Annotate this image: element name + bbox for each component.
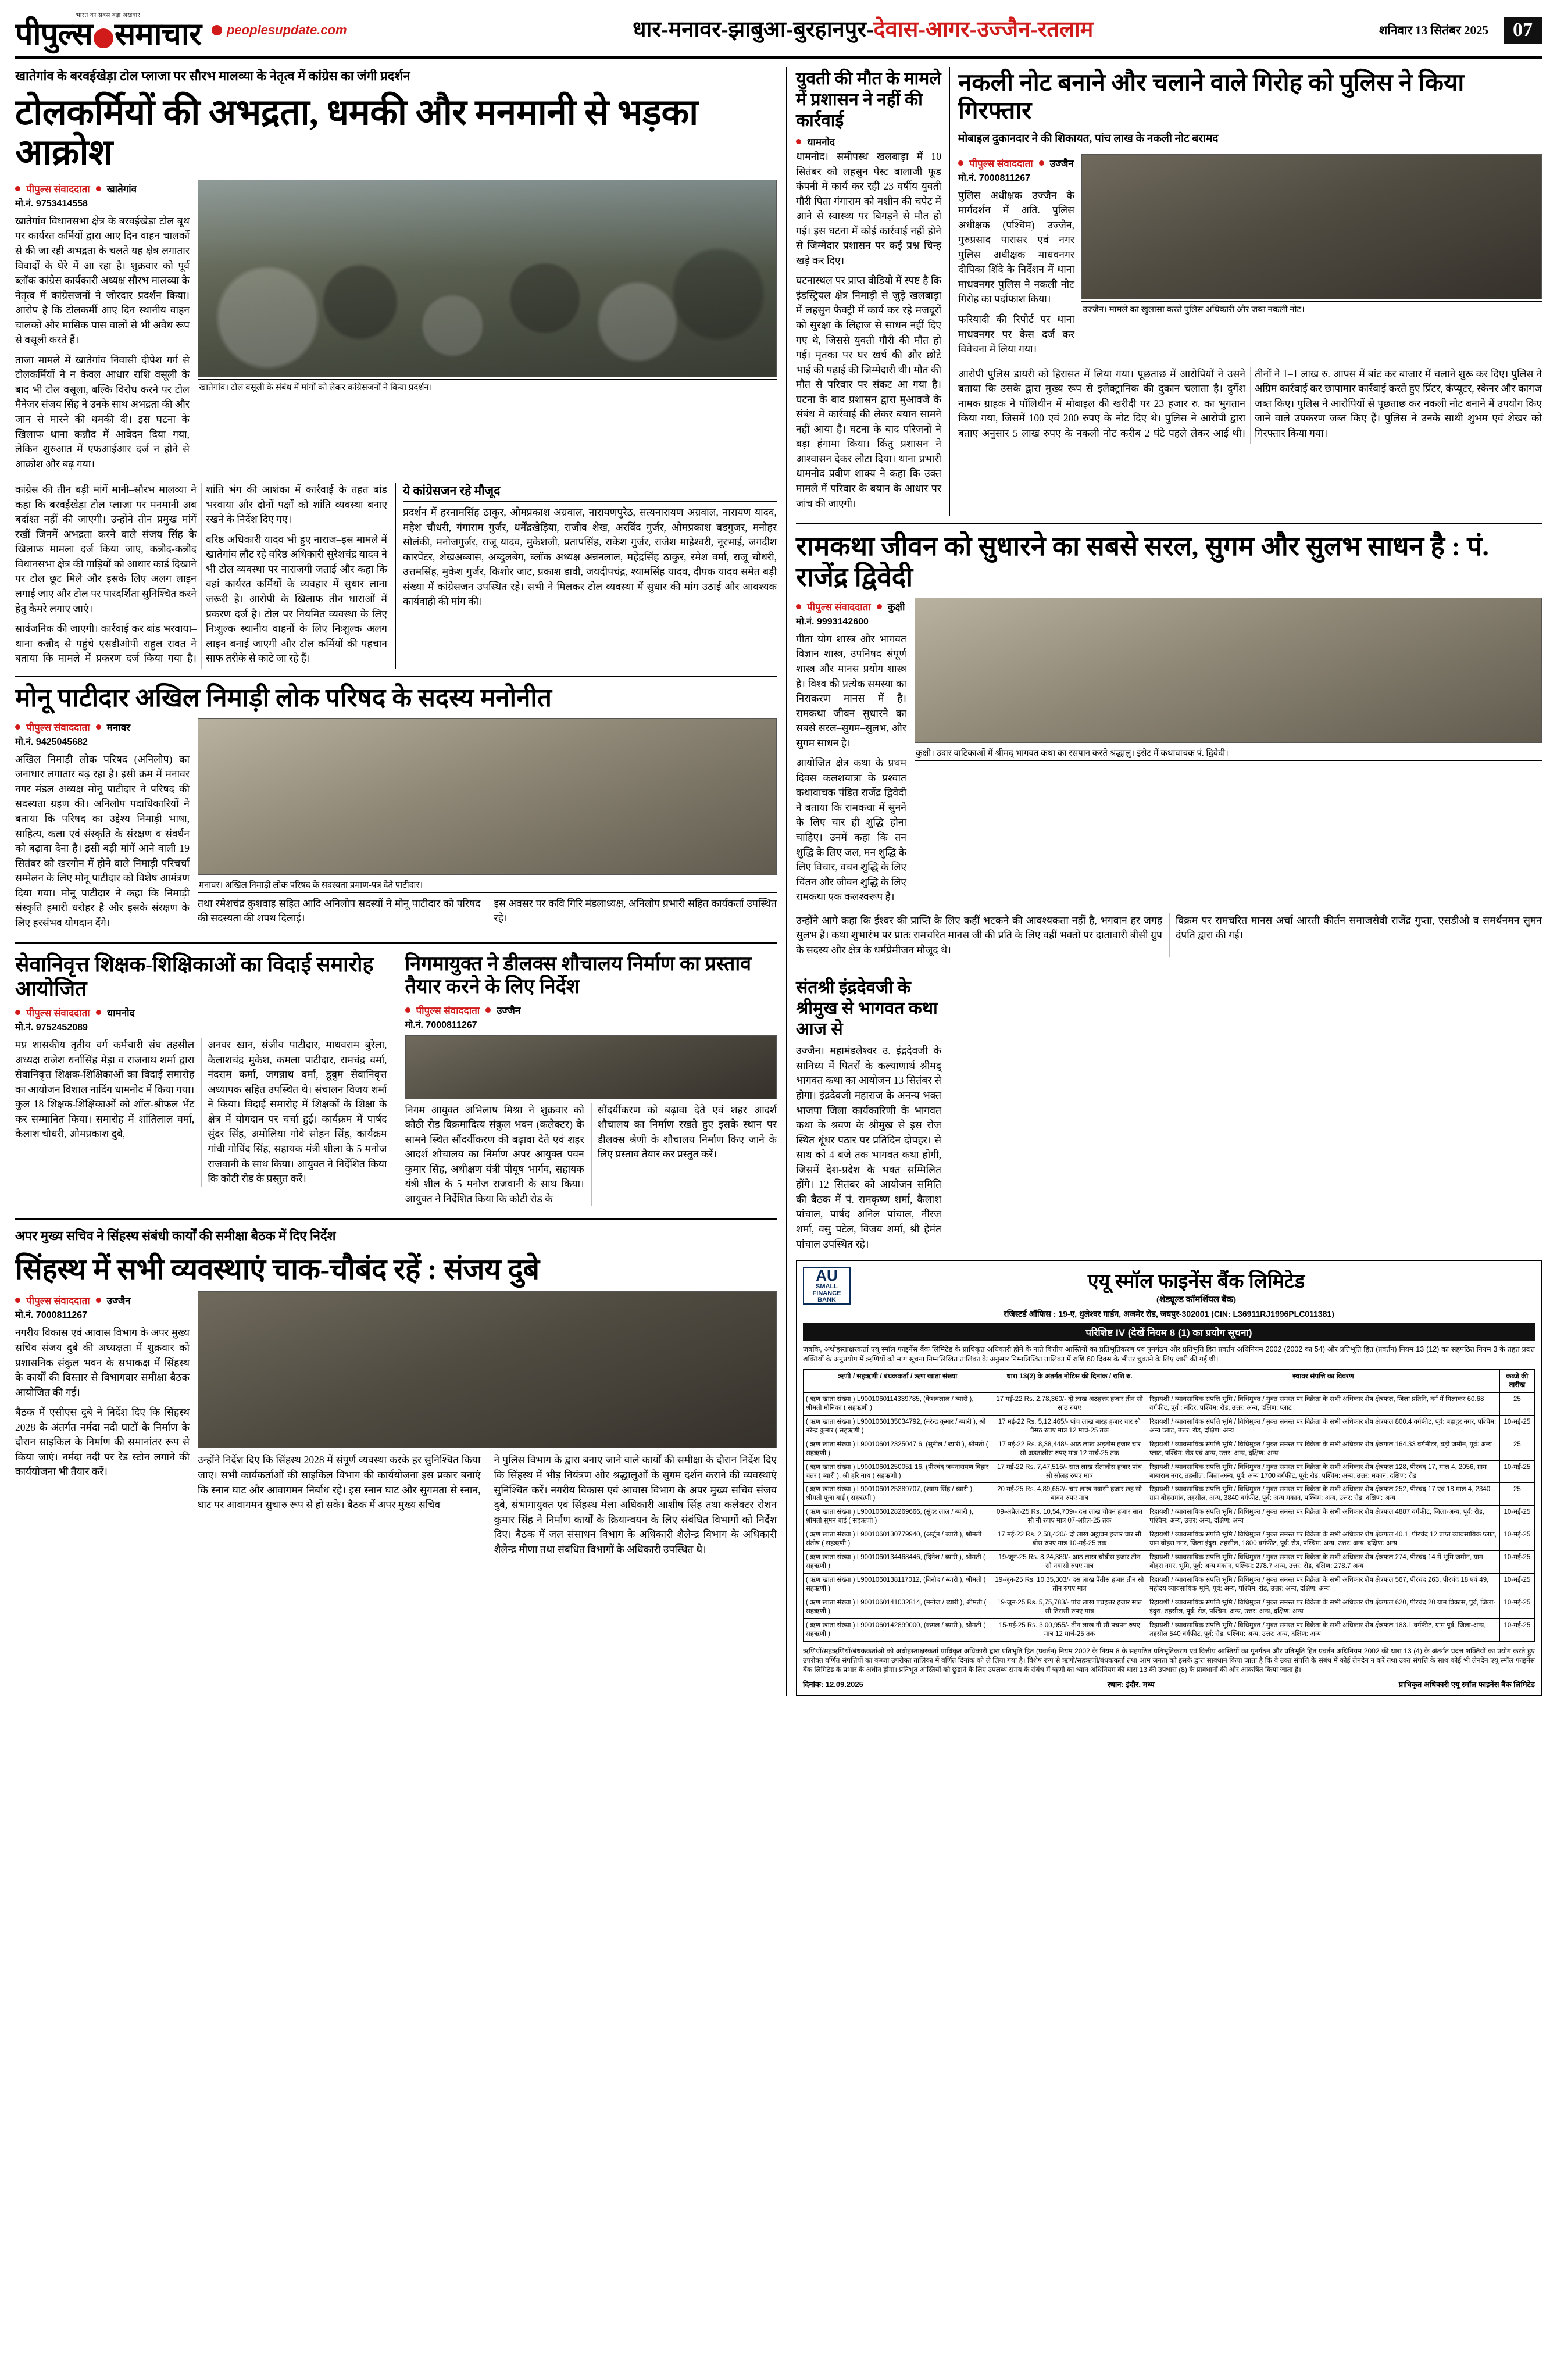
ad-annexure-strip: परिशिष्ट IV (देखें नियम 8 (1) का प्रयोग सूचना) [803,1323,1535,1341]
ramkatha-byline [796,600,906,613]
logo-text-right: समाचार [114,17,201,52]
cell-date: 10-मई-25 [1499,1618,1534,1641]
simhasth-headline: सिंहस्थ में सभी व्यवस्थाएं चाक-चौबंद रहें : संजय दुबे [15,1253,540,1286]
table-row [804,1528,1535,1551]
cell-notice: 19-जून-25 Rs. 8,24,389/- आठ लाख चौबीस हजार तीन सौ नवासी रुपए मात्र [992,1551,1147,1574]
cell-borrower: ( ऋण खाता संख्या ) L9001060114339785, (केशवलाल / ब्यारी ), श्रीमती मोनिका ( सहऋणी ) [804,1392,992,1415]
nakli-contact: मो.नं. 7000811267 [958,173,1031,183]
cell-notice: 19-जून-25 Rs. 5,75,783/- पांच लाख पचहत्तर हजार सात सौ तिरासी रुपए मात्र [992,1596,1147,1618]
ad-authorised-officer: प्राधिकृत अधिकारी एयू स्मॉल फाइनेंस बैंक लिमिटेड [1398,1680,1535,1689]
lead-byline [15,182,190,195]
ad-title-main: एयू स्मॉल फाइनेंस बैंक लिमिटेड [1087,1271,1305,1293]
lead-kicker: खातेगांव के बरवईखेड़ा टोल प्लाजा पर सौरभ मालव्या के नेतृत्व में कांग्रेस का जंगी प्रदर्शन [15,67,777,88]
lead-para-4: सार्वजनिक की जाएगी। कार्रवाई कर बांड भरवाया–थाना कन्नौद से पहुंचे एसडीओपी राहुल रावत ने बताया कि मामले में प्रकरण दर्ज किया गया है। शांति भंग की आशंका में कार्रवाई के तहत बांड भरवाया और दोनों पक्षों को शांति व्यवस्था बनाए रखने के निर्देश दिए गए। [15,484,387,664]
ad-title-sub: (शेड्यूल्ड कॉमर्शियल बैंक) [1156,1295,1236,1305]
simhasth-photo [198,1291,777,1448]
masthead [15,10,1542,59]
cell-property: रिहायशी / व्यावसायिक संपत्ति भूमि / विधिमुक्त / मुक्त समस्त पर विक्रेता के सभी अधिकार शेष क्षेत्रफल 620, पीरचंद 20 ग्राम विकास, पूर्व, जिला-इंदुरा, तहसील, पूर्व: रोड, पश्चिम: अन्य, उत्तर: अन्य, दक्षिण: अन्य [1147,1596,1500,1618]
monu-para-3: इस अवसर पर कवि गिरि मंडलाध्यक्ष, अनिलोप प्रभारी सहित कार्यकर्ता उपस्थित रहे। [488,896,777,926]
santshri-para-1: उज्जैन। महामंडलेश्वर उ. इंद्रदेवजी के सानिध्य में पितरों के कल्याणार्थ श्रीमद् भागवत कथा का आयोजन 13 सितंबर से होगा। इंद्रदेवजी महाराज के अनन्य भक्त भाजपा जिला कार्यकारिणी के भागवत कथा के श्रवण के श्रीमुख से इस रोज स्थित धूंधर पठार पर प्रतिदिन दोपहर। से साथ को 4 बजे तक भागवत कथा होगी, जिसमें देश-प्रदेश के भक्त सम्मिलित होंगे। 12 सितंबर को आयोजन समिति की बैठक में पं. रामकृष्ण शर्मा, कैलाश पांचाल, पार्षद अनिल पांचाल, नीरज शर्मा, वसु पटेल, विजय शर्मा, श्री हेमंत पांचाल उपस्थित रहे। [796,1045,941,1250]
nakli-photo-caption: उज्जैन। मामले का खुलासा करते पुलिस अधिकारी और जब्त नकली नोट। [1081,301,1542,317]
cell-property: रिहायशी / व्यावसायिक संपत्ति भूमि / विधिमुक्त / मुक्त समस्त पर विक्रेता के सभी अधिकार शेष क्षेत्रफल 128, पीरचंद 17, माल 4, 2056, ग्राम बाबाराम नगर, तहसील, जिला-अन्य, पूर्व: अन्य 1700 वर्गफीट, पूर्व: रोड, पश्चिम: अन्य, उत्तर: मकान, दक्षिण: रोड [1147,1460,1500,1483]
cell-date: 10-मई-25 [1499,1460,1534,1483]
cell-borrower: ( ऋण खाता संख्या ) L90010601250051 16, (पीरचंद जयनारायण विहार चतर ( ब्यारी ), श्री हरि नाथ ( सहऋणी ) [804,1460,992,1483]
nigam-photo [405,1035,777,1099]
ad-header [803,1267,1535,1305]
cell-date: 10-मई-25 [1499,1528,1534,1551]
ramkatha-para-4: विक्रम पर रामचरित मानस अर्चा आरती कीर्तन समाजसेवी राजेंद्र गुप्ता, एसडीओ व समर्थनमन सुमन दंपति द्वारा की गई। [1169,913,1542,958]
cell-date: 10-मई-25 [1499,1415,1534,1438]
nigam-headline: निगमायुक्त ने डीलक्स शौचालय निर्माण का प्रस्ताव तैयार करने के लिए निर्देश [405,953,752,998]
table-row [804,1415,1535,1438]
article-santshri [796,977,941,1252]
ramkatha-para-2: आयोजित क्षेत्र कथा के प्रथम दिवस कलशयात्रा के प्रश्वात कथावाचक पंडित राजेंद्र द्विवेदी ने बताया कि रामकथा में सुनने के लिए चार ही शुद्धि होना चाहिए। उनमें कहा कि तन शुद्धि के लिए जल, मन शुद्धि के लिए विचार, वचन शुद्धि के लिए चिंतन और जीवन शुद्धि के लिए रामकथा एक कलश्वरूप है। [796,757,906,903]
nakli-para-1: पुलिस अधीक्षक उज्जैन के मार्गदर्शन में अति. पुलिस अधीक्षक (पश्चिम) उज्जैन, गुरुप्रसाद पारासर एवं नगर पुलिस अधीक्षक माधवनगर दीपिका शिंदे के निर्देशन में थाना माधवनगर पुलिस ने नकली नोट गिरोह का पर्दाफाश किया। [958,189,1074,305]
nakli-para-2: फरियादी की रिपोर्ट पर थाना माधवनगर पर केस दर्ज कर विवेचना में लिया गया। [958,313,1074,355]
sevanivrit-headline: सेवानिवृत्त शिक्षक-शिक्षिकाओं का विदाई समारोह आयोजित [15,953,374,1000]
ramkatha-para-3: उन्होंने आगे कहा कि ईश्वर की प्राप्ति के लिए कहीं भटकने की आवश्यकता नहीं है, भगवान हर जगह सुलभ हैं। कथा शुभारंभ पर प्रातः रामचरित मानस जी की प्रति के लिए वहीं भक्तों पर दातावारी बीसी ग्रुप के सदस्य और क्षेत्र के धर्मप्रेमीजन मौजूद थे। [796,914,1162,956]
simhasth-contact: मो.नं. 7000811267 [15,1310,88,1321]
nigam-byline [405,1003,777,1017]
cell-property: रिहायशी / व्यावसायिक संपत्ति भूमि / विधिमुक्त / मुक्त समस्त पर विक्रेता के सभी अधिकार शेष क्षेत्रफल 274, पीरचंद 14 में भूमि जमीन, ग्राम बोहरा नगर, भूमि, पूर्व: अन्य मकान, पश्चिम: 278.7 अन्य, उत्तर: रोड, दक्षिण: 278.7 अन्य [1147,1551,1500,1574]
simhasth-byline [15,1293,190,1307]
bullet-icon [15,724,20,730]
two-column-stories [15,950,777,1212]
cell-property: रिहायशी / व्यावसायिक संपत्ति भूमि / विधिमुक्त / मुक्त समस्त पर विक्रेता के सभी अधिकार शेष क्षेत्रफल 567, पीरचंद 263, पीरचंद 18 एवं 49, महोदय व्यावसायिक भूमि, पूर्व: अन्य, पश्चिम: रोड, उत्तर: अन्य, दक्षिण: अन्य [1147,1573,1500,1596]
au-logo-initials: AU [816,1267,838,1285]
ad-registered-office: रजिस्टर्ड ऑफिस : 19-ए, धुलेश्वर गार्डन, अजमेर रोड, जयपुर-302001 (CIN: L36911RJ1996PLC011381) [1004,1309,1334,1319]
byline-brand: पीपुल्स संवाददाता [807,601,871,613]
nakli-headline: नकली नोट बनाने और चलाने वाले गिरोह को पुलिस ने किया गिरफ्तार [958,70,1465,125]
bullet-icon [405,1007,410,1013]
newspaper-logo [15,10,201,50]
cell-property: रिहायशी / व्यावसायिक संपत्ति भूमि / विधिमुक्त / मुक्त समस्त पर विक्रेता के सभी अधिकार शेष क्षेत्रफल 183.1 वर्गफीट, ग्राम पूर्व, जिला-अन्य, तहसील 540 वर्गफीट, पूर्व: रोड, पश्चिम: अन्य, उत्तर: अन्य, दक्षिण: अन्य [1147,1618,1500,1641]
byline-place: धामनोद [807,137,835,148]
cell-borrower: ( ऋण खाता संख्या ) L9001060125389707, (श्याम सिंह / ब्यारी ), श्रीमती पूजा बाई ( सहऋणी ) [804,1483,992,1506]
cell-borrower: ( ऋण खाता संख्या ) L9001060142899000, (कमल / ब्यारी ), श्रीमती ( सहऋणी ) [804,1618,992,1641]
lead-photo-caption: खातेगांव। टोल वसूली के संबंध में मांगों को लेकर कांग्रेसजनों ने किया प्रदर्शन। [198,379,777,395]
monu-para-1: अखिल निमाड़ी लोक परिषद (अनिलोप) का जनाधार लगातार बढ़ रहा है। इसी क्रम में मनावर नगर मंडल अध्यक्ष मोनू पाटीदार ने परिषद की सदस्यता ग्रहण की। अनिलोप पदाधिकारियों ने बताया कि परिषद का उद्देश्य निमाड़ी भाषा, साहित्य, कला एवं संस्कृति के संरक्षण व संवर्धन को बढ़ावा देना है। इसी बड़ी मांगें आने वाली 19 सितंबर को खरगोन में होने वाले निमाड़ी परिचर्चा सम्मेलन के लिए मोनू पाटीदार को विशेष आमंत्रण दिया गया। मोनू पाटीदार ने कहा कि निमाड़ी संस्कृति हमारी धरोहर है और इसके संरक्षण के लिए हरसंभव योगदान देंगे। [15,753,190,928]
nigam-contact: मो.नं. 7000811267 [405,1020,477,1030]
lead-sidebar-text: प्रदर्शन में हरनामसिंह ठाकुर, ओमप्रकाश अग्रवाल, नारायणपुरेठ, सत्यनारायण अग्रवाल, नारायण यादव, महेश चौधरी, गंगाराम गुर्जर, धर्मेंद्रखेड़िया, राजीव शेख, अरविंद गुर्जर, ओमप्रकाश बडगुजर, मनोहर सोलंकी, मनोजगुर्जर, राजू यादव, मुकेशजी, प्रतापसिंह, राकेश गुर्जर, राजेश माहेश्वरी, नूरभाई, जगदीश कारपेंटर, शेखअब्बास, अब्दुलबेग, ब्लॉक अध्यक्ष अन्ननलाल, महेंद्रसिंह ठाकुर, रमेश वर्मा, राजू चौधरी, उत्तमसिंह, मुकेश गुर्जर, किशोर जाट, प्रकाश डावी, जयदीपचंद्र, श्यामसिंह यादव, दीपक यादव समेत बड़ी संख्या में कांग्रेसजन उपस्थित रहे। सभी ने मिलकर टोल व्यवस्था में सुधार की मांग उठाई और आवश्यक कार्यवाही की मांग की। [403,506,777,607]
divider-3 [15,1218,777,1220]
byline-place: कुक्षी [887,601,905,613]
sevanivrit-para-2: अनवर खान, संजीव पाटीदार, माधवराम बुरेला, कैलाशचंद्र मुकेश, कमला पाटीदार, रामचंद्र वर्मा, नंदराम कर्मा, जगन्नाथ वर्मा, डूबुम सेवानिवृत्त अध्यापक सहित उपस्थित थे। संचालन विजय शर्मा ने किया। विदाई समारोह में शिक्षकों के शिक्षा के क्षेत्र में योगदान पर चर्चा हुई। कार्यक्रम में पार्षद सुंदर सिंह, अमोलिया गोवे सोहन सिंह, कार्यक्रम गांधी गोविंद सिंह, सहायक मंत्री शीला के 5 मनोज राजवानी के साथ किया। आयुक्त ने निर्देशित किया कि कोटी रोड के प्रस्तुत करें। [201,1038,387,1186]
sevanivrit-byline [15,1006,387,1019]
monu-headline: मोनू पाटीदार अखिल निमाड़ी लोक परिषद के सदस्य मनोनीत [15,684,552,713]
table-row [804,1392,1535,1415]
ramkatha-photo-caption: कुक्षी। उदार वाटिकाओं में श्रीमद् भागवत कथा का रसपान करते श्रद्धालु। इंसेट में कथावाचक पं. द्विवेदी। [915,745,1542,761]
cell-borrower: ( ऋण खाता संख्या ) L9001060130779940, (अर्जुन / ब्यारी ), श्रीमती संतोष ( सहऋणी ) [804,1528,992,1551]
table-row [804,1551,1535,1574]
possession-notice-table [803,1369,1535,1642]
table-row [804,1596,1535,1618]
cell-date: 10-मई-25 [1499,1506,1534,1528]
logo-text [15,19,201,50]
byline-brand: पीपुल्स संवाददाता [26,721,90,733]
lead-headline: टोलकर्मियों की अभद्रता, धमकी और मनमानी से भड़का आक्रोश [15,93,698,173]
byline-place: खातेगांव [106,183,137,195]
cell-date: 25 [1499,1392,1534,1415]
article-simhasth [15,1227,777,1562]
table-row [804,1460,1535,1483]
cell-borrower: ( ऋण खाता संख्या ) L9001060128269666, (सुंदर लाल / ब्यारी ), श्रीमती सुमन बाई ( सहऋणी ) [804,1506,992,1528]
simhasth-para-1: नगरीय विकास एवं आवास विभाग के अपर मुख्य सचिव संजय दुबे की अध्यक्षता में शुक्रवार को प्रशासनिक संकुल भवन के सभाकक्ष में सिंहस्थ के कार्यों की विस्तार से विभागवार समीक्षा बैठक आयोजित की गई। [15,1327,190,1398]
ad-footer-text: ऋणियों/सहऋणियों/बंधककर्ताओं को अधोहस्ताक्षरकर्ता प्राधिकृत अधिकारी द्वारा प्रतिभूति हित (प्रवर्तन) नियम 2002 के नियम 8 के सहपठित प्रतिभूतिकरण एवं वित्तीय आस्तियों का पुनर्गठन और प्रतिभूति हित प्रवर्तन अधिनियम 2002 की धारा 13 (4) के अंतर्गत प्रदत्त शक्तियों का प्रयोग करते हुए उपरोक्त वर्णित संपत्तियों का कब्जा उपरोक्त तालिका में वर्णित दिनांक को ले लिया गया है। विशेष रूप से ऋणी/सहऋणी/बंधककर्ता तथा आम जनता को इसके द्वारा सावधान किया जाता है कि वे उक्त संपत्ति के संबंध में कोई लेनदेन न करें तथा उक्त संपत्ति के साथ कोई भी लेनदेन एयू स्मॉल फाइनेंस बैंक लिमिटेड के प्रभार के अधीन होगा। प्रतिभूत आस्तियों को छुड़ाने के लिए उपलब्ध समय के संबंध में ऋणी का ध्यान अधिनियम की धारा 13 की उपधारा (8) के प्रावधानों की ओर आकर्षित किया जाता है। [803,1646,1535,1674]
ramkatha-headline: रामकथा जीवन को सुधारने का सबसे सरल, सुगम और सुलभ साधन है : पं. राजेंद्र द्विवेदी [796,531,1489,592]
bullet-icon-2 [485,1007,491,1013]
bullet-icon-2 [96,1298,101,1303]
cell-property: रिहायशी / व्यावसायिक संपत्ति भूमि / विधिमुक्त / मुक्त समस्त पर विक्रेता के सभी अधिकार शेष क्षेत्रफल 164.33 वर्गमीटर, बड़ी जमीन, पूर्व: अन्य प्लाट, पश्चिम: रोड एवं अन्य, उत्तर: अन्य, दक्षिण: अन्य [1147,1438,1500,1460]
ramkatha-photo [915,598,1542,743]
cell-borrower: ( ऋण खाता संख्या ) L900106012325047 6, (सुनील / ब्यारी ), श्रीमती ( सहऋणी ) [804,1438,992,1460]
table-row [804,1573,1535,1596]
nakli-photo [1081,154,1542,299]
au-logo-subtext: SMALL FINANCE BANK [812,1283,841,1304]
bullet-icon [15,1010,20,1015]
cell-property: रिहायशी / व्यावसायिक संपत्ति भूमि / विधिमुक्त / मुक्त समस्त पर विक्रेता के सभी अधिकार शेष क्षेत्रफल 40.1, पीरचंद 12 प्राप्त व्यावसायिक प्लाट, ग्राम बोहरा नगर, जिला इंदुरा, तहसील, 1800 वर्गफीट, पूर्व: रोड, पश्चिम: अन्य, उत्तर: अन्य, दक्षिण: अन्य [1147,1528,1500,1551]
table-row [804,1483,1535,1506]
lead-para-5: वरिष्ठ अधिकारी यादव भी हुए नाराज–इस मामले में खातेगांव लौट रहे वरिष्ठ अधिकारी सुरेशचंद्र यादव ने भी टोल व्यवस्था पर नाराजगी जताई और कहा कि वहां कार्यरत कर्मियों के व्यवहार में सुधार लाना जरूरी है। आरोपी के खिलाफ तीन धाराओं में प्रकरण दर्ज है। टोल पर नियमित व्यवस्था के लिए निःशुल्क स्थानीय वाहनों के लिए निःशुल्क अलग लाइन बनाई जाएगी और टोल कर्मियों की पहचान साफ तरीके से काटे जा रहे हैं। [206,533,387,664]
cell-property: रिहायशी / व्यावसायिक संपत्ति भूमि / विधिमुक्त / मुक्त समस्त पर विक्रेता के सभी अधिकार शेष क्षेत्रफल, जिला प्रतिनि, वर्ग में मिलाकर 60.68 वर्गफीट, पूर्व : मंदिर, पश्चिम: रोड, उत्तर: अन्य, दक्षिण: प्लाट [1147,1392,1500,1415]
cell-borrower: ( ऋण खाता संख्या ) L9001060138117012, (विनोद / ब्यारी ), श्रीमती ( सहऋणी ) [804,1573,992,1596]
monu-para-2: तथा रमेशचंद्र कुशवाह सहित आदि अनिलोप सदस्यों ने मोनू पाटीदार को परिषद की सदस्यता की शपथ दिलाई। [198,897,481,924]
nakli-para-3: आरोपी पुलिस डायरी को हिरासत में लिया गया। पूछताछ में आरोपियों ने उसने बताया कि उसके द्वारा मुख्य रूप से इलेक्ट्रानिक की दुकान चलाता है। दुर्गेश नामक ग्राहक ने पॉलिथीन में मोबाइल की खरीदी पर 23 हजार रु. का भुगतान किया गया, जिसमें 100 एवं 200 रुपए के नोट दिए थे। पुलिस ने आरोपी द्वारा बताए अनुसार 5 लाख रुपए के नकली नोट करीब 2 घंटे पहले लेकर आई थी। तीनों ने 1–1 लाख रु. आपस में बांट कर बाजार में चलाने शुरू कर दिए। पुलिस ने अग्रिम कार्रवाई कर छापामार कार्रवाई करते हुए प्रिंटर, कंप्यूटर, स्केनर और कागज जब्त किए। पुलिस ने आरोपियों से पूछताछ कर नकली नोट बनाने में उपयोग किए जाने वाले उपकरण जब्त किए हैं। पुलिस ने उनके साथी शुभम एवं शेखर को गिरफ्तार किया गया। [958,367,1542,439]
cell-date: 25 [1499,1438,1534,1460]
au-bank-logo [803,1267,851,1305]
bullet-icon [15,186,20,191]
edition-red: देवास-आगर-उज्जैन-रतलाम [873,17,1094,42]
byline-place: उज्जैन [106,1295,131,1307]
lead-para-3: कांग्रेस की तीन बड़ी मांगें मानी–सौरभ मालव्या ने कहा कि बरवईखेड़ा टोल प्लाजा पर मनमानी अब बर्दाश्त नहीं की जाएगी। उन्होंने तीन प्रमुख मांगें रखीं जिनमें अभद्रता करने वाले संजय सिंह के खिलाफ मामला दर्ज किया जाए, कन्नौद-कन्नौद विधानसभा क्षेत्र की गाड़ियों को आधार कार्ड दिखाने पर टोल छूट मिले और इसके लिए अलग लाइन लगाई जाए और टोल पर पारदर्शिता सुनिश्चित करने हेतु कैमरे लगाए जाएं। [15,484,197,614]
cell-property: रिहायशी / व्यावसायिक संपत्ति भूमि / विधिमुक्त / मुक्त समस्त पर विक्रेता के सभी अधिकार शेष क्षेत्रफल 800.4 वर्गफीट, पूर्व: बहादुर नगर, पश्चिम: अन्य प्लाट, उत्तर: रोड, दक्षिण: अन्य [1147,1415,1500,1438]
bullet-icon [958,160,963,166]
lead-sidebar-heading: ये कांग्रेसजन रहे मौजूद [403,483,777,502]
divider-1 [15,676,777,677]
byline-brand: पीपुल्स संवाददाता [26,1295,90,1307]
lead-sidebar [395,483,777,669]
bullet-icon-2 [96,724,101,730]
divider-2 [15,942,777,944]
cell-notice: 17 मई-22 Rs. 8,38,448/- आठ लाख अड़तीस हजार चार सौ अड़तालीस रुपए मात्र 12 मार्च-25 तक [992,1438,1147,1460]
monu-photo [198,718,777,875]
lead-photo [198,180,777,377]
article-nakli [949,67,1542,516]
cell-date: 10-मई-25 [1499,1573,1534,1596]
simhasth-para-4: ने पुलिस विभाग के द्वारा बनाए जाने वाले कार्यों की समीक्षा के दौरान निर्देश दिए कि सिंहस्थ में भीड़ नियंत्रण और श्रद्धालुओं के सुगम दर्शन कराने की व्यवस्थाएं सुनिश्चित करें। नगरीय विकास एवं आवास विभाग के अपर मुख्य सचिव संजय दुबे, संभागायुक्त एवं सिंहस्थ मेला अधिकारी आशीष सिंह तथा कलेक्टर रोशन कुमार सिंह ने निर्माण कार्यों के क्रियान्वयन के लिए संबंधित विभागों को निर्देश दिए। बैठक में जल संसाधन विभाग के अधिकारी शैलेन्द्र विभाग के अधिकारी शैलेन्द्र मीणा तथा संबंधित विभागों के अधिकारी उपस्थित थे। [488,1453,777,1557]
simhasth-para-3: उन्होंने निर्देश दिए कि सिंहस्थ 2028 में संपूर्ण व्यवस्था करके हर सुनिश्चित किया जाए। सभी कार्यकर्ताओं की साइकिल विभाग की कार्ययोजना इस प्रकार बनाएं कि स्नान घाट और आवागमन निर्बाध रहे। इस स्नान घाट और सुगमता से स्नान, घाट पर आवागमन सुचारु रूप से हो सके। बैठक में अपर मुख्य सचिव [198,1454,481,1511]
col-property: स्थावर संपत्ति का विवरण [1147,1369,1500,1392]
table-body [804,1392,1535,1641]
bullet-icon [796,604,801,609]
ramkatha-para-1: गीता योग शास्त्र और भागवत विज्ञान शास्त्र, उपनिषद संपूर्ण शास्त्र और मानस प्रयोग शास्त्र है। विश्व की प्रत्येक समस्या का निराकरण मानस में है। रामकथा जीवन सुधारने का सबसे सरल–सुगम–सुलभ, और सुगम साधन है। [796,632,906,749]
cell-property: रिहायशी / व्यावसायिक संपत्ति भूमि / विधिमुक्त / मुक्त समस्त पर विक्रेता के सभी अधिकार शेष क्षेत्रफल 4887 वर्गफीट, जिला-अन्य, पूर्व: रोड, पश्चिम: अन्य, उत्तर: अन्य, दक्षिण: अन्य [1147,1506,1500,1528]
page-body [15,67,1542,1696]
simhasth-para-2: बैठक में एसीएस दुबे ने निर्देश दिए कि सिंहस्थ 2028 के अंतर्गत नर्मदा नदी घाटों के निर्माण के दौरान साइकिल के निर्माण की समानांतर रूप से किया जाएं। नर्मदा नदी पर रेड स्टोन लगाने की कार्ययोजना भी तैयार करें। [15,1406,190,1478]
website-label: peoplesupdate.com [227,23,347,37]
simhasth-kicker: अपर मुख्य सचिव ने सिंहस्थ संबंधी कार्यों की समीक्षा बैठक में दिए निर्देश [15,1227,777,1248]
lead-para-1: खातेगांव विधानसभा क्षेत्र के बरवईखेड़ा टोल बूथ पर कार्यरत कर्मियों द्वारा आए दिन वाहन चालकों से की जा रही अभद्रता के चलते यह क्षेत्र लगातार विवादों के घेरे में आ रहा है। शुक्रवार को पूर्व ब्लॉक कांग्रेस कार्यकारी अध्यक्ष सौरभ मालव्या के नेतृत्व में कांग्रेसजनों ने जोरदार प्रदर्शन किया। आरोप है कि टोलकर्मी आए दिन स्थानीय वाहन चालकों और मासिक पास वालों से भी अवैध रूप से वसूली करते हैं। [15,215,190,346]
youvati-para-1: धामनोद। समीपस्थ खलबाड़ा में 10 सितंबर को लहसुन पेस्ट बालाजी फूड कंपनी में कार्य कर रही 23 वर्षीय युवती गौरी पिता गंगाराम को मशीन की चपेट में आने से स्वास्थ्य पर बिगड़ने से मौत हो गई। इस घटना में कोई कार्रवाई नहीं होने से जिम्मेदार प्रशासन पर कई प्रश्न चिन्ह खड़े कर दिए। [796,151,941,266]
cell-notice: 17 मई-22 Rs. 7,47,516/- सात लाख सैंतालीस हजार पांच सौ सोलह रुपए मात्र [992,1460,1147,1483]
bullet-icon-2 [1039,160,1044,166]
sevanivrit-para-1: मप्र शासकीय तृतीय वर्ग कर्मचारी संघ तहसील अध्यक्ष राजेश धर्नासिंह मेड़ा व राजनाथ शर्मा द्वारा सेवानिवृत्त शिक्षक-शिक्षिकाओं का विदाई समारोह का आयोजन विशाल नादिंग धामनोद में किया गया। कुल 18 शिक्षक-शिक्षिकाओं को शॉल-श्रीफल भेंट कर सम्मानित किया। समारोह में शांतिलाल वर्मा, कैलाश चौधरी, ओमप्रकाश दुबे, [15,1039,195,1140]
byline-brand: पीपुल्स संवाददाता [26,1007,90,1019]
left-column [15,67,777,1696]
ad-place: स्थान: इंदौर, मध्य [1107,1680,1155,1689]
globe-icon [212,25,222,35]
logo-text-left: पीपुल्स [15,17,92,52]
cell-date: 25 [1499,1483,1534,1506]
edition-line [358,19,1369,42]
youvati-para-2: घटनास्थल पर प्राप्त वीडियो में स्पष्ट है कि इंडस्ट्रियल क्षेत्र निमाड़ी से जुड़े खलबाड़ा में लहसुन फैक्ट्री में कार्य कर रहे मजदूरों को सुरक्षा के लिहाज से साधन नहीं दिए गए थे, जिससे युवती गौरी की मौत हो गई। मृतका पर घर खर्च की और छोटे भाई की पढ़ाई की जिम्मेदारी थी। मौत की मौत से परिवार पर संकट आ गया है। घटना के बाद प्रशासन द्वारा मुआवजे के संबंध में कार्रवाई की लेकर बयान सामने नहीं आया है। घटना के बाद परिजनों ने बड़ा हंगामा किया। किंतु प्रशासन ने आश्वासन देकर लौटा दिया। थाना प्रभारी धामनोद प्रवीण शाक्य ने कहा कि उक्त मामले में परिवार के बयान के आधार पर जांच की जाएगी। [796,274,941,509]
article-ramkatha [796,531,1542,963]
article-nigam [397,950,777,1212]
byline-place: धामनोद [106,1007,135,1019]
ad-title [858,1267,1535,1305]
cell-date: 10-मई-25 [1499,1596,1534,1618]
byline-brand: पीपुल्स संवाददाता [969,158,1033,169]
lead-para-2: ताजा मामले में खातेगांव निवासी दीपेश गर्ग से टोलकर्मियों ने न केवल आधार राशि वसूली के बाद भी टोल वसूला, बल्कि विरोध करने पर टोल मैनेजर संजय सिंह ने उनके साथ अभद्रता की और जान से मारने की धमकी दी। इस घटना के खिलाफ थाना कन्नौद में आवेदन दिया गया, लेकिन शुरुआत में एफआईआर दर्ज न होने से आक्रोश और बढ़ गया। [15,353,190,470]
byline-brand: पीपुल्स संवाददाता [26,183,90,195]
ad-signature-row [803,1679,1535,1689]
divider-4 [796,523,1542,524]
monu-byline [15,720,190,734]
cell-borrower: ( ऋण खाता संख्या ) L9001060134468446, (दिनेश / ब्यारी ), श्रीमती ( सहऋणी ) [804,1551,992,1574]
byline-place: उज्जैन [497,1005,521,1016]
advertisement-au-bank [796,1260,1542,1696]
byline-place: मनावर [106,721,131,733]
cell-notice: 19-जून-25 Rs. 10,35,303/- दस लाख पैंतीस हजार तीन सौ तीन रुपए मात्र [992,1573,1147,1596]
sun-icon [94,28,113,48]
website-link[interactable] [212,23,347,38]
ad-legal-note: जबकि, अधोहस्ताक्षरकर्ता एयू स्मॉल फाइनेंस बैंक लिमिटेड के प्राधिकृत अधिकारी होने के नाते वित्तीय आस्तियों का प्रतिभूतिकरण एवं पुनर्गठन और प्रतिभूति हित प्रवर्तन अधिनियम 2002 (2002 का 54) और प्रतिभूति हित (प्रवर्तन) नियम 13 (12) का सहपठित नियम 3 के तहत प्रदत्त शक्तियों के अनुप्रयोग में ऋणियों को मांग सूचना निम्नलिखित तालिका के अनुसार निम्नलिखित तालिका में राशि 60 दिवस के भीतर चुकाने के लिए जारी की गई थी। [803,1345,1535,1363]
col-notice: धारा 13(2) के अंतर्गत नोटिस की दिनांक / राशि रु. [992,1369,1147,1392]
lead-contact: मो.नं. 9753414558 [15,198,88,209]
cell-date: 10-मई-25 [1499,1551,1534,1574]
byline-place: उज्जैन [1049,158,1074,169]
sevanivrit-contact: मो.नं. 9752452089 [15,1023,88,1033]
cell-notice: 20 मई-25 Rs. 4,89,652/- चार लाख नवासी हजार छह सौ बावन रुपए मात्र [992,1483,1147,1506]
monu-photo-caption: मनावर। अखिल निमाड़ी लोक परिषद के सदस्यता प्रमाण-पत्र देते पाटीदार। [198,877,777,893]
article-sevanivrit [15,950,387,1212]
ramkatha-contact: मो.नं. 9993142600 [796,616,869,627]
bullet-icon-2 [96,186,101,191]
nakli-subkicker: मोबाइल दुकानदार ने की शिकायत, पांच लाख के नकली नोट बरामद [958,130,1542,149]
table-header-row [804,1369,1535,1392]
page-number: 07 [1504,17,1542,44]
bullet-icon-2 [877,604,882,609]
bullet-icon [15,1298,20,1303]
cell-notice: 15-मई-25 Rs. 3,00,955/- तीन लाख नौ सौ पचपन रुपए मात्र 12 मार्च-25 तक [992,1618,1147,1641]
youvati-byline [796,135,941,148]
nakli-byline [958,156,1074,170]
publication-date: शनिवार 13 सितंबर 2025 [1379,23,1488,37]
cell-notice: 17 मई-22 Rs. 2,58,420/- दो लाख अट्ठावन हजार चार सौ बीस रुपए मात्र 10-मई-25 तक [992,1528,1147,1551]
logo-tagline: भारत का सबसे बड़ा अखबार [76,12,141,19]
nigam-para-2: सौंदर्यीकरण को बढ़ावा देते एवं शहर आदर्श शौचालय का निर्माण रखते हुए इसके स्थान पर डीलक्स श्रेणी के शौचालय निर्माण किए जाने के लिए प्रस्ताव तैयार कर प्रस्तुत करें। [591,1103,777,1207]
youvati-headline: युवती की मौत के मामले में प्रशासन ने नहीं की कार्रवाई [796,69,941,130]
monu-contact: मो.नं. 9425045682 [15,737,88,747]
edition-black: धार-मनावर-झाबुआ-बुरहानपुर- [633,17,874,42]
ad-date: दिनांक: 12.09.2025 [803,1680,863,1689]
col-date: कब्जे की तारीख [1499,1369,1534,1392]
table-row [804,1618,1535,1641]
cell-borrower: ( ऋण खाता संख्या ) L9001060141032814, (मनोज / ब्यारी ), श्रीमती ( सहऋणी ) [804,1596,992,1618]
cell-notice: 09-अप्रैल-25 Rs. 10,54,709/- दस लाख चौवन हजार सात सौ नौ रुपए मात्र 07-अप्रैल-25 तक [992,1506,1147,1528]
article-lead [15,67,777,669]
col-borrower: ऋणी / सहऋणी / बंधककर्ता / ऋण खाता संख्या [804,1369,992,1392]
bullet-icon [796,139,801,144]
cell-notice: 17 मई-22 Rs. 2,78,360/- दो लाख अठहत्तर हजार तीन सौ साठ रुपए [992,1392,1147,1415]
cell-notice: 17 मई-22 Rs. 5,12,465/- पांच लाख बारह हजार चार सौ पैंसठ रुपए मात्र 12 मार्च-25 तक [992,1415,1147,1438]
byline-brand: पीपुल्स संवाददाता [416,1005,480,1016]
article-monu [15,684,777,935]
cell-property: रिहायशी / व्यावसायिक संपत्ति भूमि / विधिमुक्त / मुक्त समस्त पर विक्रेता के सभी अधिकार शेष क्षेत्रफल 252, पीरचंद 17 एवं 18 माल 4, 2340 ग्राम बोहरागांव, तहसील, अन्य, 3840 वर्गफीट, पूर्व: अन्य मकान, पश्चिम: अन्य, उत्तर: रोड, दक्षिण: अन्य [1147,1483,1500,1506]
table-row [804,1438,1535,1460]
nigam-para-1: निगम आयुक्त अभिलाष मिश्रा ने शुक्रवार को कोठी रोड विक्रमादित्य संकुल भवन (कलेक्टर) के सामने स्थित सौंदर्यीकरण की बढ़ावा देते एवं शहर आदर्श शौचालय का निर्माण अपर आयुक्त पवन कुमार सिंह, अधीक्षण यंत्री पीयूष भार्गव, सहायक यंत्री शील के 5 मनोज राजवानी के साथ किया। आयुक्त ने निर्देशित किया कि कोटी रोड के [405,1103,584,1205]
right-column [786,67,1542,1696]
table-row [804,1506,1535,1528]
santshri-headline: संतश्री इंद्रदेवजी के श्रीमुख से भागवत कथा आज से [796,978,938,1039]
bullet-icon-2 [96,1010,101,1015]
cell-borrower: ( ऋण खाता संख्या ) L9001060135034792, (नरेन्द्र कुमार / ब्यारी ), श्री नरेन्द्र कुमार ( सहऋणी ) [804,1415,992,1438]
article-youvati [796,67,941,516]
